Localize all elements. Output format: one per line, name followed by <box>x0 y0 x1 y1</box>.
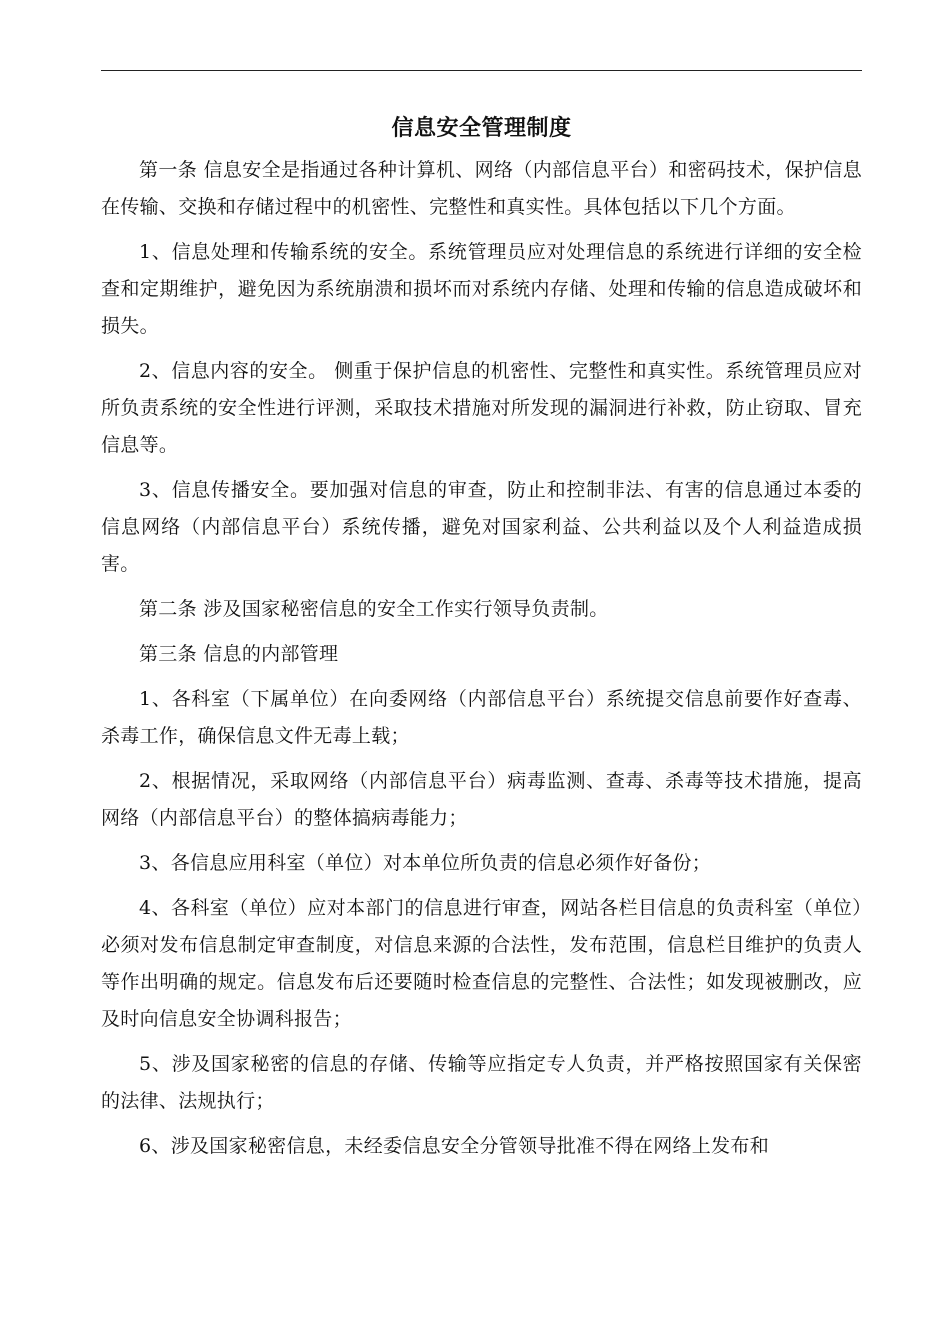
paragraph-article-3: 第三条 信息的内部管理 <box>139 643 339 665</box>
paragraph-article-2: 第二条 涉及国家秘密信息的安全工作实行领导负责制。 <box>139 598 609 620</box>
paragraph-article-3-item-4: 4、各科室（单位）应对本部门的信息进行审查，网站各栏目信息的负责科室（单位）必须对发布信息制定审查制度，对信息来源的合法性，发布范围，信息栏目维护的负责人等作出明确的规定。信息发布后还要随时检查信息的完整性、合法性；如发现被删改，应及时向信息安全协调科报告； <box>101 897 862 1030</box>
header-rule <box>101 70 862 71</box>
paragraph-article-3-item-6: 6、涉及国家秘密信息，未经委信息安全分管领导批准不得在网络上发布和 <box>139 1135 769 1157</box>
paragraph-article-3-item-2: 2、根据情况，采取网络（内部信息平台）病毒监测、查毒、杀毒等技术措施，提高网络（内部信息平台）的整体搞病毒能力； <box>101 770 862 829</box>
document-title: 信息安全管理制度 <box>391 116 572 141</box>
paragraph-article-3-item-1: 1、各科室（下属单位）在向委网络（内部信息平台）系统提交信息前要作好查毒、杀毒工作，确保信息文件无毒上载； <box>101 688 862 747</box>
paragraph-item-3: 3、信息传播安全。要加强对信息的审查，防止和控制非法、有害的信息通过本委的信息网络（内部信息平台）系统传播，避免对国家利益、公共利益以及个人利益造成损害。 <box>101 479 862 575</box>
paragraph-article-1: 第一条 信息安全是指通过各种计算机、网络（内部信息平台）和密码技术，保护信息在传输、交换和存储过程中的机密性、完整性和真实性。具体包括以下几个方面。 <box>101 159 862 218</box>
document-body <box>101 112 862 1173</box>
paragraph-article-3-item-3: 3、各信息应用科室（单位）对本单位所负责的信息必须作好备份； <box>139 852 712 874</box>
paragraph-article-3-item-5: 5、涉及国家秘密的信息的存储、传输等应指定专人负责，并严格按照国家有关保密的法律、法规执行； <box>101 1053 862 1112</box>
paragraph-item-1: 1、信息处理和传输系统的安全。系统管理员应对处理信息的系统进行详细的安全检查和定期维护，避免因为系统崩溃和损坏而对系统内存储、处理和传输的信息造成破坏和损失。 <box>101 241 862 337</box>
paragraph-item-2: 2、信息内容的安全。 侧重于保护信息的机密性、完整性和真实性。系统管理员应对所负责系统的安全性进行评测，采取技术措施对所发现的漏洞进行补救，防止窃取、冒充信息等。 <box>101 360 862 456</box>
